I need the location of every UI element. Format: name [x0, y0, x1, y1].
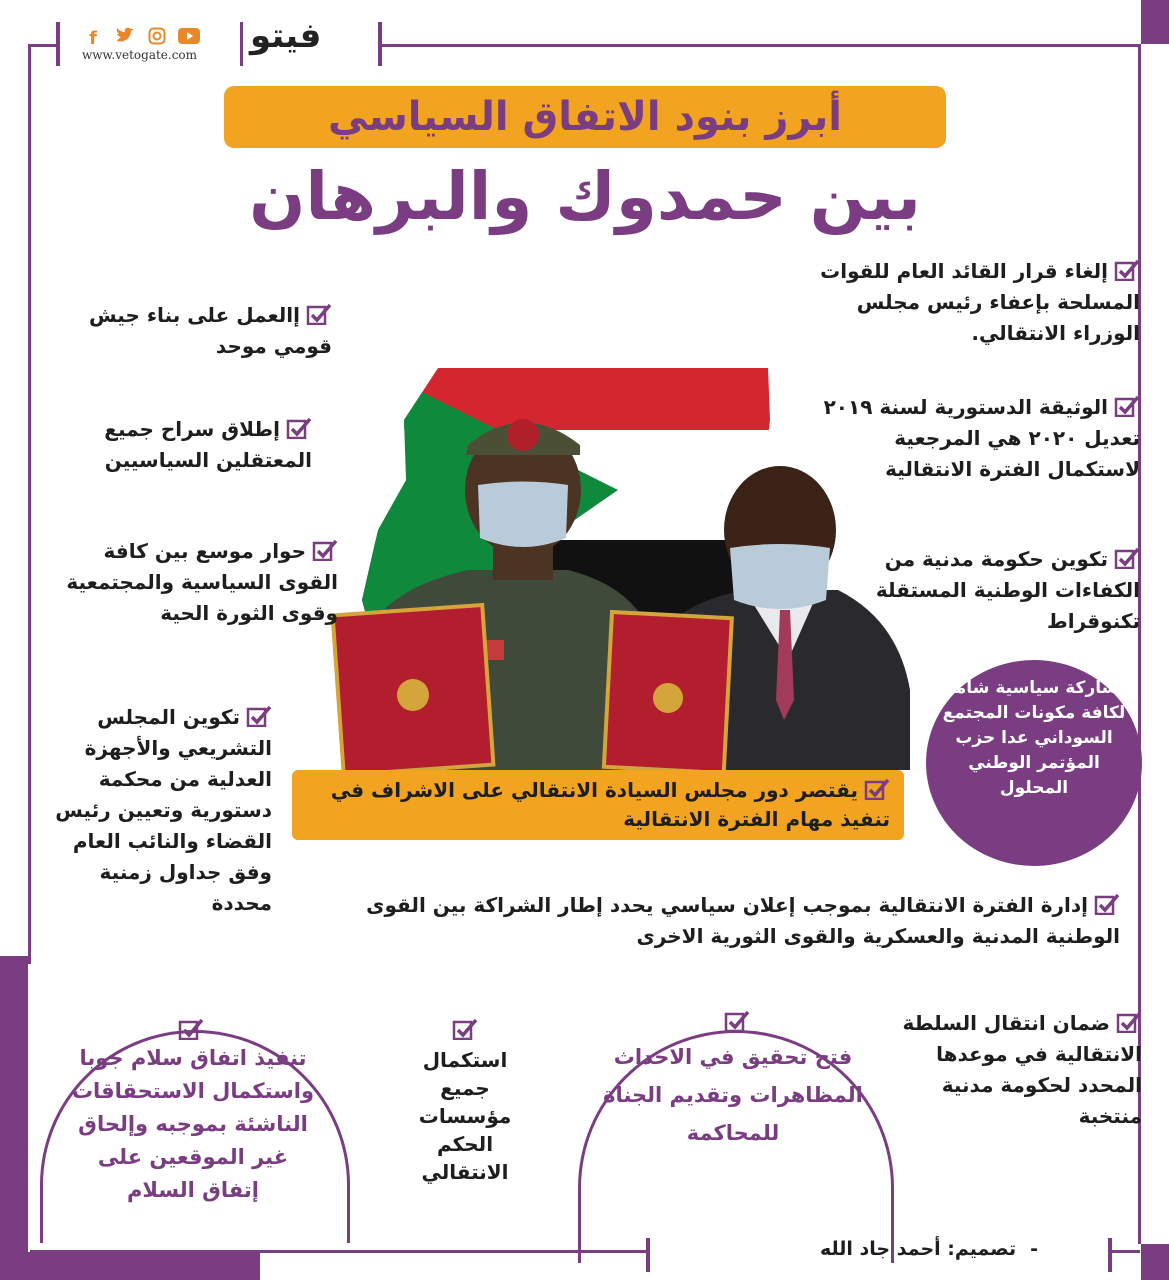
left-folder	[333, 605, 494, 770]
corner-block-bottom	[0, 1252, 260, 1280]
corner-block-left	[0, 956, 28, 1280]
footer-divider-right	[1108, 1238, 1112, 1272]
item-power-transfer: ضمان انتقال السلطة الانتقالية في موعدها المحدد لحكومة مدنية منتخبة	[902, 1011, 1142, 1128]
title-line-2: بين حمدوك والبرهان	[249, 158, 921, 235]
institutions-check	[446, 1018, 478, 1041]
design-credit	[820, 1238, 1038, 1260]
frame-bottom-right-line	[1110, 1250, 1140, 1253]
credit-dash: -	[1030, 1238, 1039, 1260]
item-transitional-management: إدارة الفترة الانتقالية بموجب إعلان سياسي يحدد إطار الشراكة بين القوى الوطنية المدنية والعسكرية والقوى الثورية الاخرى	[366, 893, 1120, 948]
checkmark-icon	[724, 1010, 750, 1032]
corner-block-right	[1141, 0, 1169, 44]
vetogate-logo: فيتو	[250, 16, 322, 56]
logo-divider	[240, 22, 243, 66]
item-civil-government: تكوين حكومة مدنية من الكفاءات الوطنية المستقلة تكنوقراط	[875, 547, 1140, 633]
frame-top-line-left	[30, 44, 56, 47]
checkmark-icon	[312, 539, 338, 561]
item-investigation: فتح تحقيق في الاحداث المظاهرات وتقديم الجناة للمحاكمة	[603, 1045, 863, 1145]
investigation-check	[718, 1010, 750, 1033]
checkmark-icon	[452, 1018, 478, 1040]
header-divider-right	[378, 22, 382, 66]
checkmark-icon	[864, 778, 890, 800]
item-release-detainees: إطلاق سراح جميع المعتقلين السياسيين	[104, 417, 312, 472]
checkmark-icon	[306, 303, 332, 325]
checkmark-icon	[1114, 395, 1140, 417]
checkmark-icon	[1114, 547, 1140, 569]
checkmark-icon	[1114, 259, 1140, 281]
checkmark-icon	[246, 705, 272, 727]
item-juba-peace: تنفيذ اتفاق سلام جوبا واستكمال الاستحقاقات الناشئة بموجبه وإلحاق غير الموقعين على إتفاق السلام	[71, 1046, 315, 1202]
twitter-icon[interactable]	[114, 27, 136, 50]
checkmark-icon	[1116, 1011, 1142, 1033]
header-divider-left	[56, 22, 60, 66]
instagram-icon[interactable]	[146, 27, 168, 50]
frame-left-line	[28, 44, 31, 964]
frame-top-line	[380, 44, 1140, 47]
orange-box-text: يقتصر دور مجلس السيادة الانتقالي على الاشراف في تنفيذ مهام الفترة الانتقالية	[330, 778, 890, 831]
item-institutions: استكمال جميع مؤسسات الحكم الانتقالي	[418, 1048, 512, 1184]
checkmark-icon	[286, 417, 312, 439]
credit-text: تصميم: أحمد جاد الله	[820, 1238, 1017, 1260]
title-line-1: أبرز بنود الاتفاق السياسي	[327, 94, 843, 140]
checkmark-icon	[1094, 893, 1120, 915]
peace-check	[172, 1018, 204, 1041]
site-url[interactable]: www.vetogate.com	[82, 48, 198, 62]
right-folder	[604, 612, 732, 770]
facebook-icon[interactable]: f	[89, 27, 97, 49]
item-constitutional-document: الوثيقة الدستورية لسنة ٢٠١٩ تعديل ٢٠٢٠ هي المرجعية لاستكمال الفترة الانتقالية	[823, 395, 1140, 481]
circle-text: مشاركة سياسية شاملة لكافة مكونات المجتمع السوداني عدا حزب المؤتمر الوطني المحلول	[938, 678, 1130, 798]
item-broad-dialogue: حوار موسع بين كافة القوى السياسية والمجتمعية وقوى الثورة الحية	[66, 539, 338, 625]
sovereignty-council-box	[292, 770, 904, 840]
item-cancel-decision: إلغاء قرار القائد العام للقوات المسلحة بإعفاء رئيس مجلس الوزراء الانتقالي.	[820, 259, 1140, 345]
title-line-1-box	[224, 86, 946, 148]
corner-block-bottom-right	[1141, 1244, 1169, 1280]
item-national-army: إالعمل على بناء جيش قومي موحد	[89, 303, 332, 358]
youtube-icon[interactable]	[178, 28, 200, 49]
item-legislative-council: تكوين المجلس التشريعي والأجهزة العدلية من محكمة دستورية وتعيين رئيس القضاء والنائب العام وفق جداول زمنية محددة	[55, 705, 272, 915]
checkmark-icon	[178, 1018, 204, 1040]
political-participation-circle	[926, 660, 1142, 866]
